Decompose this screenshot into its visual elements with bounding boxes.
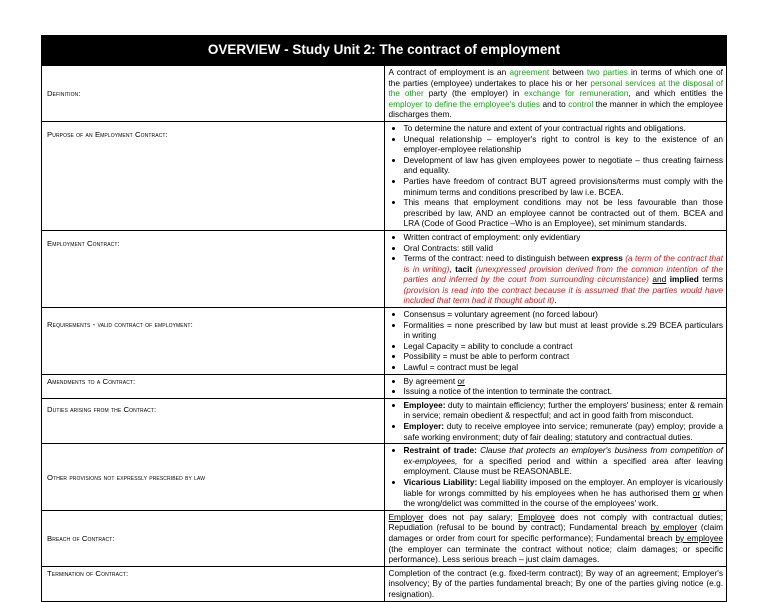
tacit-definition: (unexpressed provision derived from the common intention of the parties and inferred by the court from surrounding circumstance) <box>403 263 723 285</box>
title-row <box>42 36 727 66</box>
requirements-list <box>389 309 724 373</box>
text-fragment: does not pay salary; <box>423 511 518 522</box>
text-fragment: A contract of employment is an <box>388 67 510 77</box>
list-item: • To determine the nature and extent of your contractual rights and obligations. <box>404 123 724 134</box>
underlined-by-employer: by employer <box>650 522 698 533</box>
row-label-definition: Definition: <box>42 66 385 122</box>
highlight-agreement: agreement <box>509 67 550 77</box>
underlined-by-employee: by employee <box>675 532 723 543</box>
list-item-vicarious <box>404 477 724 509</box>
text-fragment: (the employer can terminate the contract without notice; claim damages; or specific performance). Less serious breach – just claim damages. <box>388 543 723 565</box>
restraint-label: Restraint of trade: <box>403 445 477 456</box>
highlight-control: control <box>568 98 594 109</box>
list-item: • Formalities = none prescribed by law but must at least provide s.29 BCEA particulars in writing <box>404 320 724 341</box>
list-item: • Lawful = contract must be legal <box>404 362 724 373</box>
text-fragment: , and which entitles the <box>628 88 723 99</box>
purpose-list <box>389 123 724 229</box>
employee-label: Employee: <box>403 399 446 410</box>
text-fragment: Legal liability imposed on the employer. An employer is vicariously liable for wrongs committed by his employees when he has authorised them <box>403 476 723 498</box>
row-label-amendments: Amendments to a Contract: <box>42 374 385 398</box>
underlined-or: or <box>692 487 701 498</box>
row-label-duties: Duties arising from the Contract: <box>42 398 385 443</box>
text-fragment: the manner in which the employee discharges them. <box>388 98 723 120</box>
list-item: • Possibility = must be able to perform contract <box>404 351 724 362</box>
highlight-define-duties: employer to define the employee's duties <box>388 98 541 109</box>
amendments-list <box>389 376 724 397</box>
text-fragment: between <box>549 67 587 77</box>
text-fragment: duty to maintain efficiency; further the employers' business; enter & remain in service; remain obedient & respectful; and act in good faith from misconduct. <box>403 399 723 421</box>
employment-contract-cell <box>384 230 727 307</box>
term-implied: implied <box>669 274 699 285</box>
table-row <box>42 398 727 443</box>
text-fragment: when the wrong/delict was committed in the course of the employees' work. <box>403 487 723 509</box>
underlined-and: and <box>652 274 667 285</box>
table-row <box>42 230 727 307</box>
list-item: • Consensus = voluntary agreement (no forced labour) <box>404 309 724 320</box>
text-fragment: for a specified period and within a specified area after leaving employment. Clause must be REASONABLE. <box>403 455 723 477</box>
text-fragment: (claim damages or order from court for specific performance); Fundamental breach <box>388 522 723 543</box>
employer-label: Employer: <box>403 421 445 431</box>
table-row <box>42 444 727 511</box>
page-title: OVERVIEW - Study Unit 2: The contract of employment <box>42 36 727 66</box>
list-item: • Issuing a notice of the intention to terminate the contract. <box>404 386 724 397</box>
list-item: • This means that employment conditions may not be less favourable than those prescribed by law, AND an employee cannot be contracted out of them. BCEA and LRA (Code of Good Practice –Who is an Employee), set minimum standards. <box>404 197 724 229</box>
requirements-cell <box>384 308 727 375</box>
text-fragment: . <box>554 295 557 306</box>
termination-text: Completion of the contract (e.g. fixed-term contract); By way of an agreement; Employer's insolvency; By of the parties fundamental breach; By one of the parties giving notice (e.g. resignation). <box>384 566 727 601</box>
list-item <box>404 376 724 387</box>
table-row <box>42 374 727 398</box>
list-item: • Legal Capacity = ability to conclude a contract <box>404 341 724 352</box>
table-row <box>42 121 727 230</box>
highlight-two-parties: two parties <box>586 67 628 77</box>
list-item: • Written contract of employment: only evidentiary <box>404 232 724 243</box>
row-label-purpose: Purpose of an Employment Contract: <box>42 121 385 230</box>
duties-cell <box>384 398 727 443</box>
overview-table <box>41 35 727 602</box>
table-row <box>42 510 727 566</box>
text-fragment: does not comply with contractual duties; Repudiation (refusal to be bound by contract); Fundamental breach <box>388 511 723 533</box>
underlined-or: or <box>457 375 465 386</box>
express-definition: (a term of the contract that is in writing) <box>403 253 723 274</box>
underlined-employer: Employer <box>388 511 424 522</box>
employment-contract-list <box>389 232 724 306</box>
duties-list <box>389 400 724 442</box>
other-provisions-list <box>389 445 724 509</box>
term-express: express <box>591 253 623 264</box>
purpose-cell <box>384 121 727 230</box>
list-item: • Unequal relationship – employer's right to control is key to the existence of an employer-employee relationship <box>404 134 724 155</box>
table-row <box>42 308 727 375</box>
term-tacit: tacit <box>455 263 473 274</box>
text-fragment: Terms of the contract: need to distinguish between <box>403 253 592 264</box>
other-provisions-cell <box>384 444 727 511</box>
breach-text <box>384 510 727 566</box>
table-row <box>42 566 727 601</box>
row-label-termination: Termination of Contract: <box>42 566 385 601</box>
text-fragment: , <box>449 263 456 274</box>
highlight-remuneration: exchange for remuneration <box>524 88 629 99</box>
underlined-employee: Employee <box>517 511 555 522</box>
row-label-breach: Breach of Contract: <box>42 510 385 566</box>
text-fragment: and to <box>540 98 569 109</box>
overview-sheet <box>41 35 727 602</box>
list-item: • Development of law has given employees power to negotiate – thus creating fairness and equality. <box>404 155 724 176</box>
list-item-employee-duties <box>404 400 724 421</box>
list-item: • Parties have freedom of contract BUT agreed provisions/terms must comply with the minimum terms and conditions prescribed by law i.e. BCEA. <box>404 176 724 197</box>
implied-definition: (provision is read into the contract because it is assumed that the parties would have included that term had it thought about it) <box>403 284 723 306</box>
text-fragment: By agreement <box>403 375 458 386</box>
highlight-personal-services: personal services at the disposal of the other <box>388 77 723 99</box>
list-item-employer-duties <box>404 421 724 442</box>
text-fragment: in terms of which one of the parties (employee) undertakes to place his or her <box>388 67 723 88</box>
text-fragment: terms <box>698 274 724 285</box>
vicarious-label: Vicarious Liability: <box>403 476 478 487</box>
row-label-other-provisions: Other provisions not expressly prescribed by law <box>42 444 385 511</box>
definition-text <box>384 66 727 122</box>
amendments-cell <box>384 374 727 398</box>
list-item: • Oral Contracts: still valid <box>404 243 724 254</box>
table-row <box>42 66 727 122</box>
row-label-requirements: Requirements - valid contract of employment: <box>42 308 385 375</box>
restraint-definition: Clause that protects an employer's business from competition of ex-employees, <box>403 445 723 466</box>
text-fragment: party (the employer) in <box>423 88 525 99</box>
row-label-employment-contract: Employment Contract: <box>42 230 385 307</box>
list-item-restraint <box>404 445 724 477</box>
text-fragment: duty to receive employee into service; remunerate (pay) employ; provide a safe working environment; duty of fair dealing; statutory and contractual duties. <box>403 421 723 442</box>
list-item-terms <box>404 253 724 306</box>
